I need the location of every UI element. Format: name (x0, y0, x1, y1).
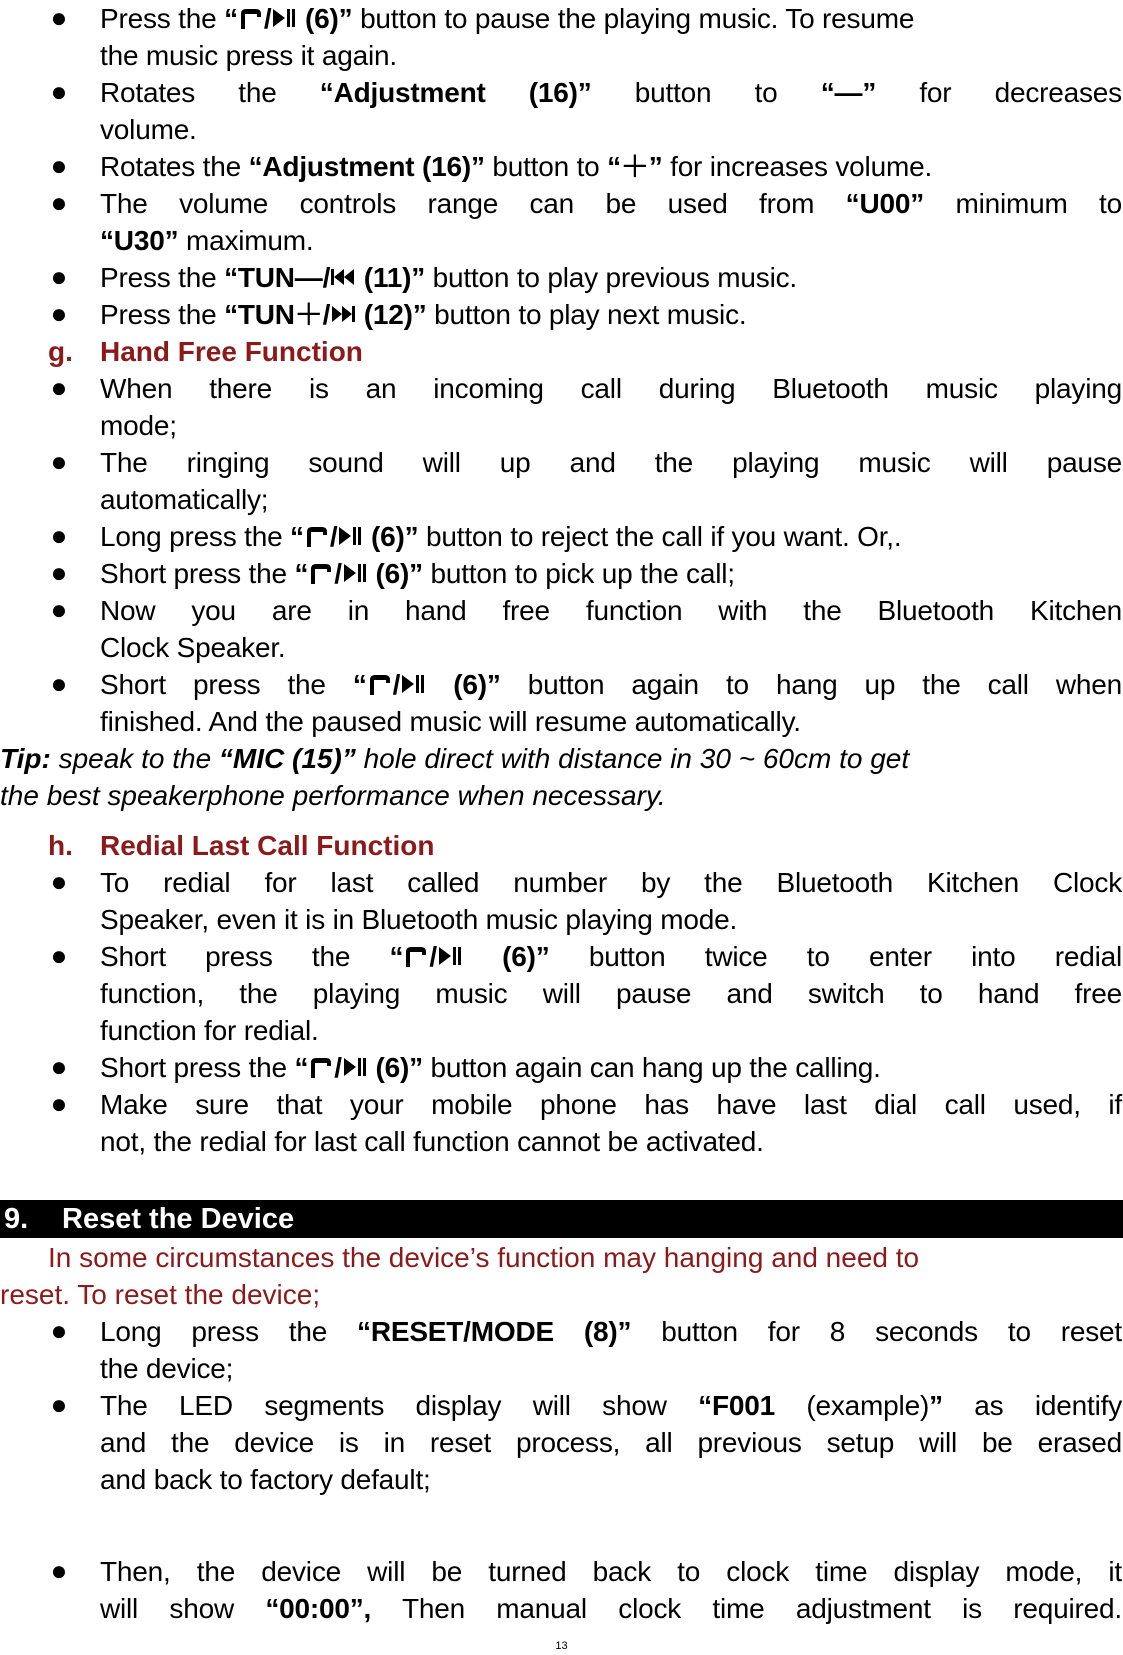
text-segment: the device; (100, 1353, 234, 1384)
instruction-line (100, 481, 1122, 518)
bullet-icon: ● (50, 446, 68, 477)
instruction-line (100, 938, 1122, 975)
instruction-line (100, 407, 1122, 444)
instruction-line (100, 222, 1122, 259)
text-segment: Press the (100, 299, 225, 330)
instruction-line (100, 1350, 1122, 1387)
bold-text: (6)” (367, 558, 423, 589)
bullet-icon: ● (50, 76, 68, 107)
bullet-icon: ● (50, 187, 68, 218)
bullet-icon: ● (50, 1389, 68, 1420)
heading-hand-free-function: Hand Free Function (100, 336, 363, 367)
instruction-line (100, 975, 1122, 1012)
text-segment: When there is an incoming call during Bluetooth music playing (100, 373, 1122, 404)
text-segment: button to pause the playing music. To resume (352, 3, 915, 34)
tip-mic-label: “MIC (15)” (218, 743, 356, 774)
text-segment: Now you are in hand free function with the Bluetooth Kitchen (100, 595, 1122, 626)
section-title: Reset the Device (62, 1203, 295, 1235)
text-segment: button twice to enter into redial (549, 941, 1122, 972)
text-segment: button to pick up the call; (422, 558, 735, 589)
bold-text: / (263, 3, 272, 34)
instruction-line (100, 1590, 1122, 1627)
instruction-line (100, 864, 1122, 901)
text-segment: Press the (100, 3, 225, 34)
bold-text: “00:00”, (265, 1593, 372, 1624)
bold-text: “TUN＋/ (224, 299, 331, 330)
play-pause-icon (342, 560, 368, 586)
text-segment: minimum to (924, 188, 1122, 219)
text-segment: (example) (774, 1390, 930, 1421)
instruction-line (100, 296, 1122, 333)
heading-redial-last-call-function: Redial Last Call Function (100, 830, 435, 861)
text-segment: Press the (100, 262, 225, 293)
bold-text: “U30” (100, 225, 179, 256)
bold-text: “ (294, 558, 309, 589)
text-segment: Long press the (100, 1316, 358, 1347)
phone-icon (304, 523, 330, 549)
instruction-line (100, 37, 1122, 74)
phone-icon (308, 1054, 334, 1080)
phone-icon (238, 5, 264, 31)
instruction-line (100, 629, 1122, 666)
previous-track-icon (330, 264, 356, 290)
bold-text: / (334, 1052, 342, 1083)
text-segment: Then, the device will be turned back to clock time display mode, it (100, 1556, 1122, 1587)
text-segment: Short press the (100, 941, 390, 972)
instruction-line (100, 703, 1122, 740)
bullet-icon: ● (50, 1315, 68, 1346)
instruction-line (100, 1553, 1122, 1590)
text-segment: function, the playing music will pause and switch to hand free (100, 978, 1122, 1009)
reset-intro-line-1: In some circumstances the device’s function may hanging and need to (48, 1242, 920, 1273)
text-segment: button for 8 seconds to reset (631, 1316, 1122, 1347)
text-segment: Short press the (100, 558, 295, 589)
bullet-icon: ● (50, 866, 68, 897)
text-segment: button to (591, 77, 821, 108)
instruction-line (100, 1012, 1122, 1049)
bold-text: “ (224, 3, 238, 34)
text-segment: volume. (100, 114, 197, 145)
instruction-line (100, 555, 1122, 592)
bold-text: “＋” (607, 151, 663, 182)
text-segment: not, the redial for last call function cannot be activated. (100, 1126, 764, 1157)
bullet-icon: ● (50, 594, 68, 625)
tip-line-1 (0, 740, 1122, 777)
bold-text: / (392, 669, 401, 700)
page-number: 13 (555, 1640, 568, 1652)
bold-text: “Adjustment (16)” (319, 77, 592, 108)
instruction-line (100, 1123, 1122, 1160)
text-segment: The volume controls range can be used from (100, 188, 846, 219)
bullet-icon: ● (50, 1051, 68, 1082)
bullet-icon: ● (50, 372, 68, 403)
play-pause-icon (400, 671, 426, 697)
text-segment: Short press the (100, 1052, 295, 1083)
phone-icon (403, 943, 429, 969)
bullet-icon: ● (50, 1088, 68, 1119)
bold-text: “U00” (845, 188, 925, 219)
text-segment: To redial for last called number by the Bluetooth Kitchen Clock (100, 867, 1122, 898)
text-segment: Make sure that your mobile phone has have last dial call used, if (100, 1089, 1122, 1120)
instruction-line (100, 1086, 1122, 1123)
bold-text: “TUN—/ (224, 262, 331, 293)
bullet-icon: ● (50, 150, 68, 181)
bold-text: (6)” (426, 669, 501, 700)
bold-text: ” (929, 1390, 943, 1421)
bold-text: (12)” (356, 299, 427, 330)
text-segment: button to (484, 151, 608, 182)
text-segment: Rotates the (100, 151, 249, 182)
text-segment: button again can hang up the calling. (422, 1052, 881, 1083)
heading-h-marker: h. (48, 830, 73, 861)
bold-text: / (329, 521, 338, 552)
bullet-icon: ● (50, 1555, 68, 1586)
bullet-icon: ● (50, 298, 68, 329)
text-segment: for increases volume. (662, 151, 933, 182)
text-segment: the music press it again. (100, 40, 397, 71)
bold-text: “ (389, 941, 404, 972)
text-segment: will show (100, 1593, 266, 1624)
tip-label: Tip: (0, 743, 51, 774)
text-segment: automatically; (100, 484, 269, 515)
bold-text: “ (290, 521, 304, 552)
text-segment: as identify (942, 1390, 1122, 1421)
text-segment: button to reject the call if you want. Or,. (418, 521, 902, 552)
bullet-icon: ● (50, 2, 68, 33)
text-segment: button to play next music. (426, 299, 747, 330)
bold-text: (11)” (356, 262, 426, 293)
instruction-line (100, 111, 1122, 148)
instruction-line (100, 0, 1122, 37)
bold-text: (6)” (297, 3, 353, 34)
bullet-icon: ● (50, 520, 68, 551)
next-track-icon (330, 301, 356, 327)
tip-text-after: hole direct with distance in 30 ~ 60cm to get (355, 743, 910, 774)
text-segment: The LED segments display will show (100, 1390, 699, 1421)
bold-text: “ (294, 1052, 309, 1083)
reset-intro-line-2: reset. To reset the device; (0, 1279, 321, 1310)
instruction-line (100, 148, 1122, 185)
instruction-line (100, 185, 1122, 222)
instruction-line (100, 1387, 1122, 1424)
section-heading-bar (0, 1200, 1123, 1238)
play-pause-icon (342, 1054, 368, 1080)
text-segment: and back to factory default; (100, 1464, 431, 1495)
text-segment: function for redial. (100, 1015, 319, 1046)
play-pause-icon (437, 943, 463, 969)
text-segment: Short press the (100, 669, 353, 700)
text-segment: Clock Speaker. (100, 632, 286, 663)
bold-text: “—” (820, 77, 877, 108)
bold-text: (6)” (363, 521, 419, 552)
heading-g-marker: g. (48, 336, 73, 367)
text-segment: finished. And the paused music will resume automatically. (100, 706, 801, 737)
instruction-line (100, 259, 1122, 296)
text-segment: for decreases (876, 77, 1122, 108)
instruction-line (100, 592, 1122, 629)
tip-line-2: the best speakerphone performance when necessary. (0, 780, 666, 811)
instruction-line (100, 370, 1122, 407)
instruction-line (100, 74, 1122, 111)
text-segment: mode; (100, 410, 177, 441)
text-segment: Then manual clock time adjustment is required. (371, 1593, 1122, 1624)
text-segment: The ringing sound will up and the playing music will pause (100, 447, 1122, 478)
text-segment: Long press the (100, 521, 291, 552)
phone-icon (367, 671, 393, 697)
bullet-icon: ● (50, 261, 68, 292)
text-segment: button to play previous music. (425, 262, 798, 293)
text-segment: maximum. (178, 225, 314, 256)
instruction-line (100, 1049, 1122, 1086)
tip-text-before: speak to the (50, 743, 219, 774)
section-number: 9. (4, 1203, 29, 1235)
instruction-line (100, 444, 1122, 481)
play-pause-icon (271, 5, 297, 31)
text-segment: Speaker, even it is in Bluetooth music playing mode. (100, 904, 738, 935)
instruction-line (100, 1313, 1122, 1350)
text-segment: button again to hang up the call when (500, 669, 1122, 700)
bold-text: “F001 (698, 1390, 775, 1421)
instruction-line (100, 666, 1122, 703)
bold-text: (6)” (367, 1052, 423, 1083)
instruction-line (100, 1424, 1122, 1461)
instruction-line (100, 901, 1122, 938)
bullet-icon: ● (50, 940, 68, 971)
text-segment: Rotates the (100, 77, 320, 108)
phone-icon (308, 560, 334, 586)
bold-text: (6)” (462, 941, 550, 972)
bold-text: “ (352, 669, 367, 700)
instruction-line (100, 1461, 1122, 1498)
bold-text: “RESET/MODE (8)” (357, 1316, 632, 1347)
instruction-line (100, 518, 1122, 555)
bold-text: “Adjustment (16)” (248, 151, 485, 182)
bullet-icon: ● (50, 668, 68, 699)
bullet-icon: ● (50, 557, 68, 588)
bold-text: / (334, 558, 342, 589)
play-pause-icon (337, 523, 363, 549)
text-segment: and the device is in reset process, all previous setup will be erased (100, 1427, 1122, 1458)
bold-text: / (429, 941, 437, 972)
